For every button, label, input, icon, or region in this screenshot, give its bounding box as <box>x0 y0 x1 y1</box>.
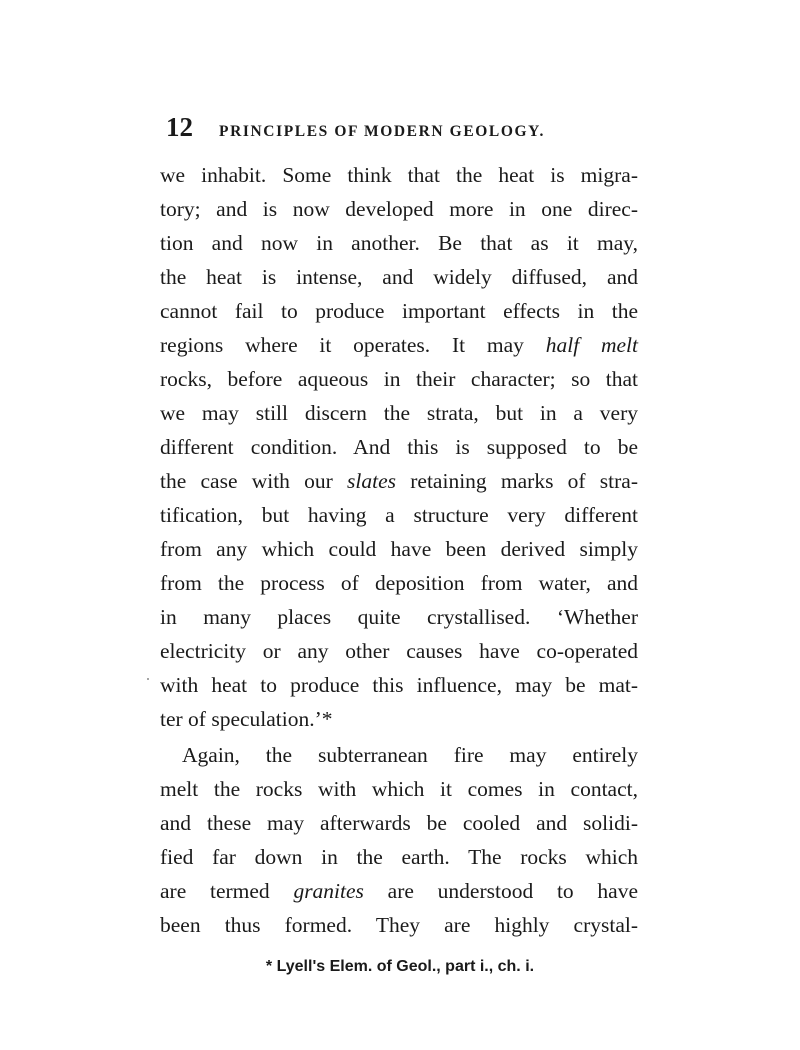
text-line: different condition. And this is supposed to be <box>160 435 638 459</box>
text-line: Again, the subterranean fire may entirely <box>182 743 638 767</box>
text-line: melt the rocks with which it comes in contact, <box>160 777 638 801</box>
text-line: cannot fail to produce important effects in the <box>160 299 638 323</box>
text-line: and these may afterwards be cooled and solidi- <box>160 811 638 835</box>
running-title: PRINCIPLES OF MODERN GEOLOGY. <box>219 123 546 140</box>
text-line: tification, but having a structure very different <box>160 503 638 527</box>
print-speck <box>147 678 149 680</box>
text-line: tion and now in another. Be that as it may, <box>160 231 638 255</box>
text-line: rocks, before aqueous in their character; so that <box>160 367 638 391</box>
text-line: ter of speculation.’* <box>160 707 333 731</box>
text-line: the heat is intense, and widely diffused, and <box>160 265 638 289</box>
text-line: from any which could have been derived simply <box>160 537 638 561</box>
text-line: we may still discern the strata, but in a very <box>160 401 638 425</box>
text-line: regions where it operates. It may half melt <box>160 333 638 357</box>
text-line: with heat to produce this influence, may be mat- <box>160 673 638 697</box>
italic-term: granites <box>293 879 364 903</box>
italic-term: half melt <box>545 333 638 357</box>
italic-term: slates <box>347 469 397 493</box>
text-line: electricity or any other causes have co-operated <box>160 639 638 663</box>
text-line: in many places quite crystallised. ‘Whether <box>160 605 638 629</box>
text-line: tory; and is now developed more in one direc- <box>160 197 638 221</box>
running-head <box>166 112 586 142</box>
page-number: 12 <box>166 112 193 142</box>
body-text <box>160 158 638 942</box>
text-line: the case with our slates retaining marks of stra- <box>160 469 638 493</box>
text-line: we inhabit. Some think that the heat is migra- <box>160 163 638 187</box>
footnote: * Lyell's Elem. of Geol., part i., ch. i. <box>265 958 535 975</box>
text-line: been thus formed. They are highly crystal- <box>160 913 638 937</box>
text-line: from the process of deposition from water, and <box>160 571 638 595</box>
text-line: fied far down in the earth. The rocks which <box>160 845 638 869</box>
text-line: are termed granites are understood to have <box>160 879 638 903</box>
